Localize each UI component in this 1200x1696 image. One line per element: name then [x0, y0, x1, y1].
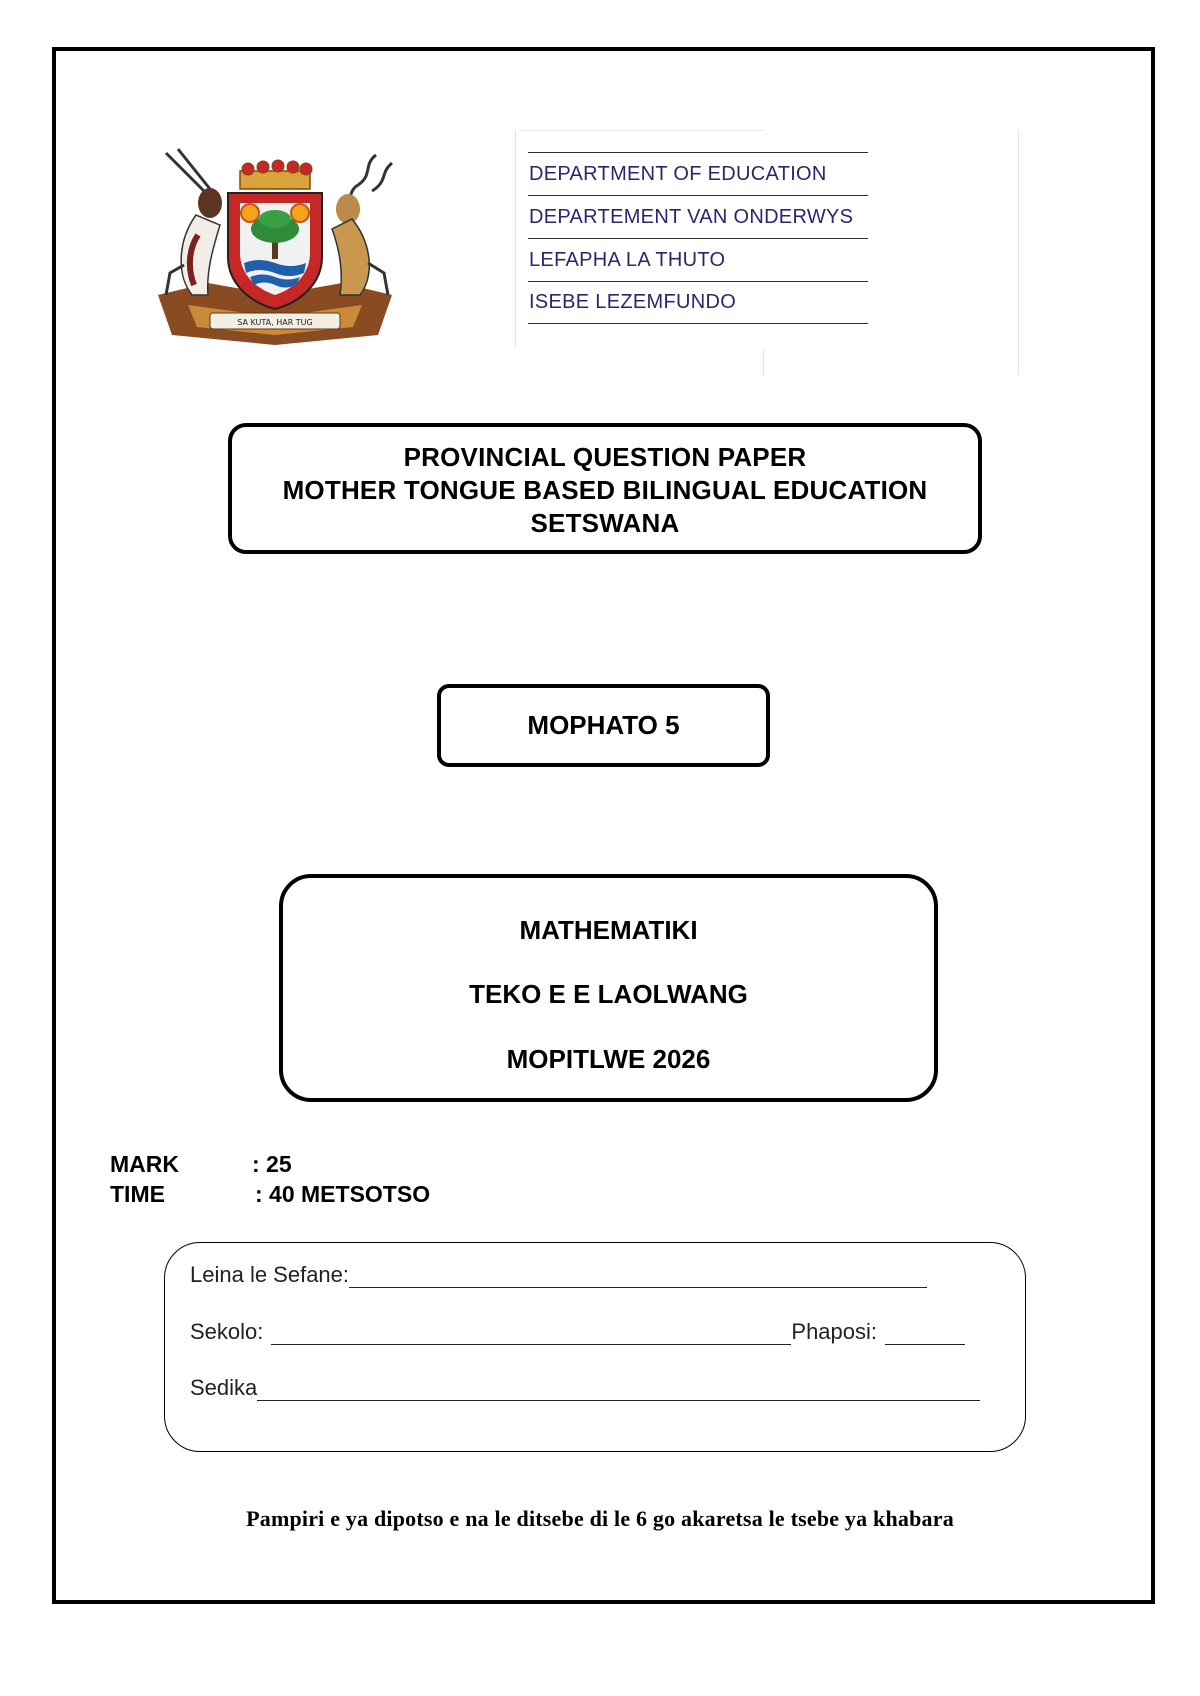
- department-name-afrikaans: DEPARTEMENT VAN ONDERWYS: [528, 195, 868, 238]
- school-field[interactable]: [190, 1319, 965, 1345]
- dept-block-edge: [515, 130, 516, 348]
- paper-title-box: [228, 423, 982, 554]
- name-field-line[interactable]: [349, 1267, 927, 1288]
- paper-title-line-3: SETSWANA: [530, 508, 680, 538]
- school-field-label: Sekolo:: [190, 1319, 264, 1344]
- name-field-label: Leina le Sefane:: [190, 1262, 350, 1287]
- time-label: TIME: [110, 1181, 165, 1207]
- class-field-line[interactable]: [885, 1324, 965, 1345]
- svg-text:SA KUTA, HAR TUG: SA KUTA, HAR TUG: [237, 318, 313, 327]
- subject-box: [279, 874, 938, 1102]
- dept-block-edge: [1018, 130, 1019, 375]
- dept-block-edge: [520, 130, 765, 131]
- time-value: : 40 METSOTSO: [255, 1181, 431, 1207]
- assessment-type: TEKO E E LAOLWANG: [469, 979, 748, 1009]
- circuit-field-label: Sedika: [190, 1375, 258, 1400]
- page-count-note: Pampiri e ya dipotso e na le ditsebe di le 6 go akaretsa le tsebe ya khabara: [246, 1506, 954, 1531]
- class-field-label: Phaposi:: [791, 1319, 878, 1344]
- school-field-line[interactable]: [271, 1324, 791, 1345]
- mark-value: : 25: [252, 1151, 292, 1177]
- grade-box: [437, 684, 770, 767]
- grade-label: MOPHATO 5: [527, 710, 680, 740]
- paper-title-line-2: MOTHER TONGUE BASED BILINGUAL EDUCATION: [282, 475, 928, 505]
- mark-label: MARK: [110, 1151, 179, 1177]
- name-field[interactable]: [190, 1262, 927, 1288]
- subject-title: MATHEMATIKI: [519, 915, 698, 945]
- paper-title-line-1: PROVINCIAL QUESTION PAPER: [403, 442, 807, 472]
- coat-of-arms-logo: [148, 145, 402, 350]
- circuit-field-line[interactable]: [257, 1380, 980, 1401]
- term-year: MOPITLWE 2026: [506, 1044, 711, 1074]
- dept-block-edge: [763, 350, 764, 376]
- department-name-isixhosa: ISEBE LEZEMFUNDO: [528, 281, 868, 324]
- department-name-setswana: LEFAPHA LA THUTO: [528, 238, 868, 281]
- department-name-english: DEPARTMENT OF EDUCATION: [528, 152, 868, 195]
- circuit-field[interactable]: [190, 1375, 980, 1401]
- department-names: [528, 152, 868, 324]
